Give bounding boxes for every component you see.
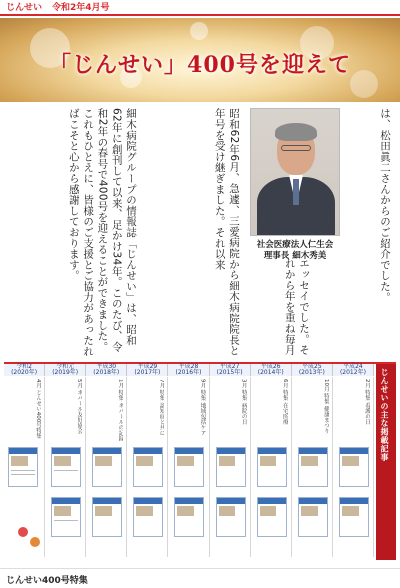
timeline-header: [4, 364, 374, 376]
issue-date: 令和2年4月号: [52, 3, 110, 13]
issue-thumbnail: [257, 497, 287, 537]
timeline-column: 10月 特集 健康まつり: [292, 377, 333, 557]
issue-thumbnail: [92, 447, 122, 487]
issue-thumbnail: [298, 447, 328, 487]
hero-banner: [0, 18, 400, 102]
timeline-sidebar-title: じんせいの主な掲載記事: [380, 368, 389, 462]
top-bar: [0, 0, 400, 16]
timeline-column: 9月 特集 地域包括ケア: [168, 377, 209, 557]
article-body: [8, 108, 392, 358]
issue-thumbnail: [216, 497, 246, 537]
photo-caption: 社会医療法人仁生会 理事長 細木秀美: [256, 240, 334, 261]
timeline-year-cell: 平成27 (2015年): [210, 364, 251, 376]
timeline-column: 7月 特集 認知症と共に: [127, 377, 168, 557]
publication-name: じんせい: [6, 3, 43, 13]
timeline-sidebar: [376, 364, 396, 560]
timeline-year-cell: 平成29 (2017年): [127, 364, 168, 376]
timeline-column: 2月 特集 看護の日: [333, 377, 374, 557]
issue-thumbnail: [133, 497, 163, 537]
hero-title: 「じんせい」400号を迎えて: [49, 52, 351, 78]
issue-thumbnail: [257, 447, 287, 487]
issue-thumbnail: [174, 497, 204, 537]
timeline-year-cell: 平成26 (2014年): [251, 364, 292, 376]
timeline-year-cell: 令和元 (2019年): [45, 364, 86, 376]
timeline-year-cell: 平成25 (2013年): [292, 364, 333, 376]
timeline-column: 1月 特集 ネパールの記録: [86, 377, 127, 557]
article-column-middle: 昭和62年6月、急遽、三愛病院から細木病院院長と年号を受け継ぎました。それ以来: [213, 108, 240, 356]
timeline-column: 3月 特集 病院の日: [210, 377, 251, 557]
issue-thumbnail: [298, 497, 328, 537]
issue-thumbnail: [216, 447, 246, 487]
issue-thumbnail: [133, 447, 163, 487]
issue-thumbnail: [8, 447, 38, 487]
footer: [0, 568, 400, 588]
timeline-year-cell: 平成30 (2018年): [86, 364, 127, 376]
issue-thumbnail: [92, 497, 122, 537]
timeline-section: [4, 362, 396, 558]
issue-thumbnail: [174, 447, 204, 487]
issue-thumbnail: [51, 497, 81, 537]
issue-thumbnail: [51, 447, 81, 487]
article-column-middle-lower: エッセイでした。それから年を重ね毎月: [283, 258, 310, 356]
timeline-body: [4, 377, 374, 557]
flower-icon: [30, 537, 40, 547]
footer-label: じんせい400号特集: [6, 576, 88, 586]
issue-thumbnail: [339, 447, 369, 487]
article-column-left: 細木病院グループの情報誌「じんせい」は、昭和62年に創刊して以来、足かけ34年。このたび、令和2年の春号で400号を迎えることができました。これもひとえに、皆様のご支援とご協力があったればこそと心から感謝しております。: [67, 108, 137, 357]
timeline-year-cell: 令和2 (2020年): [4, 364, 45, 376]
flower-icon: [18, 527, 28, 537]
article-column-right: は、松田眞二さんからのご紹介でした。: [379, 108, 391, 303]
timeline-column: 6月 特集 在宅医療: [251, 377, 292, 557]
timeline-year-cell: 平成28 (2016年): [168, 364, 209, 376]
issue-thumbnail: [339, 497, 369, 537]
timeline-column: 4月 じんせい400号特集: [4, 377, 45, 557]
timeline-year-cell: 平成24 (2012年): [333, 364, 374, 376]
timeline-column: 5月 ネパール友好協会: [45, 377, 86, 557]
